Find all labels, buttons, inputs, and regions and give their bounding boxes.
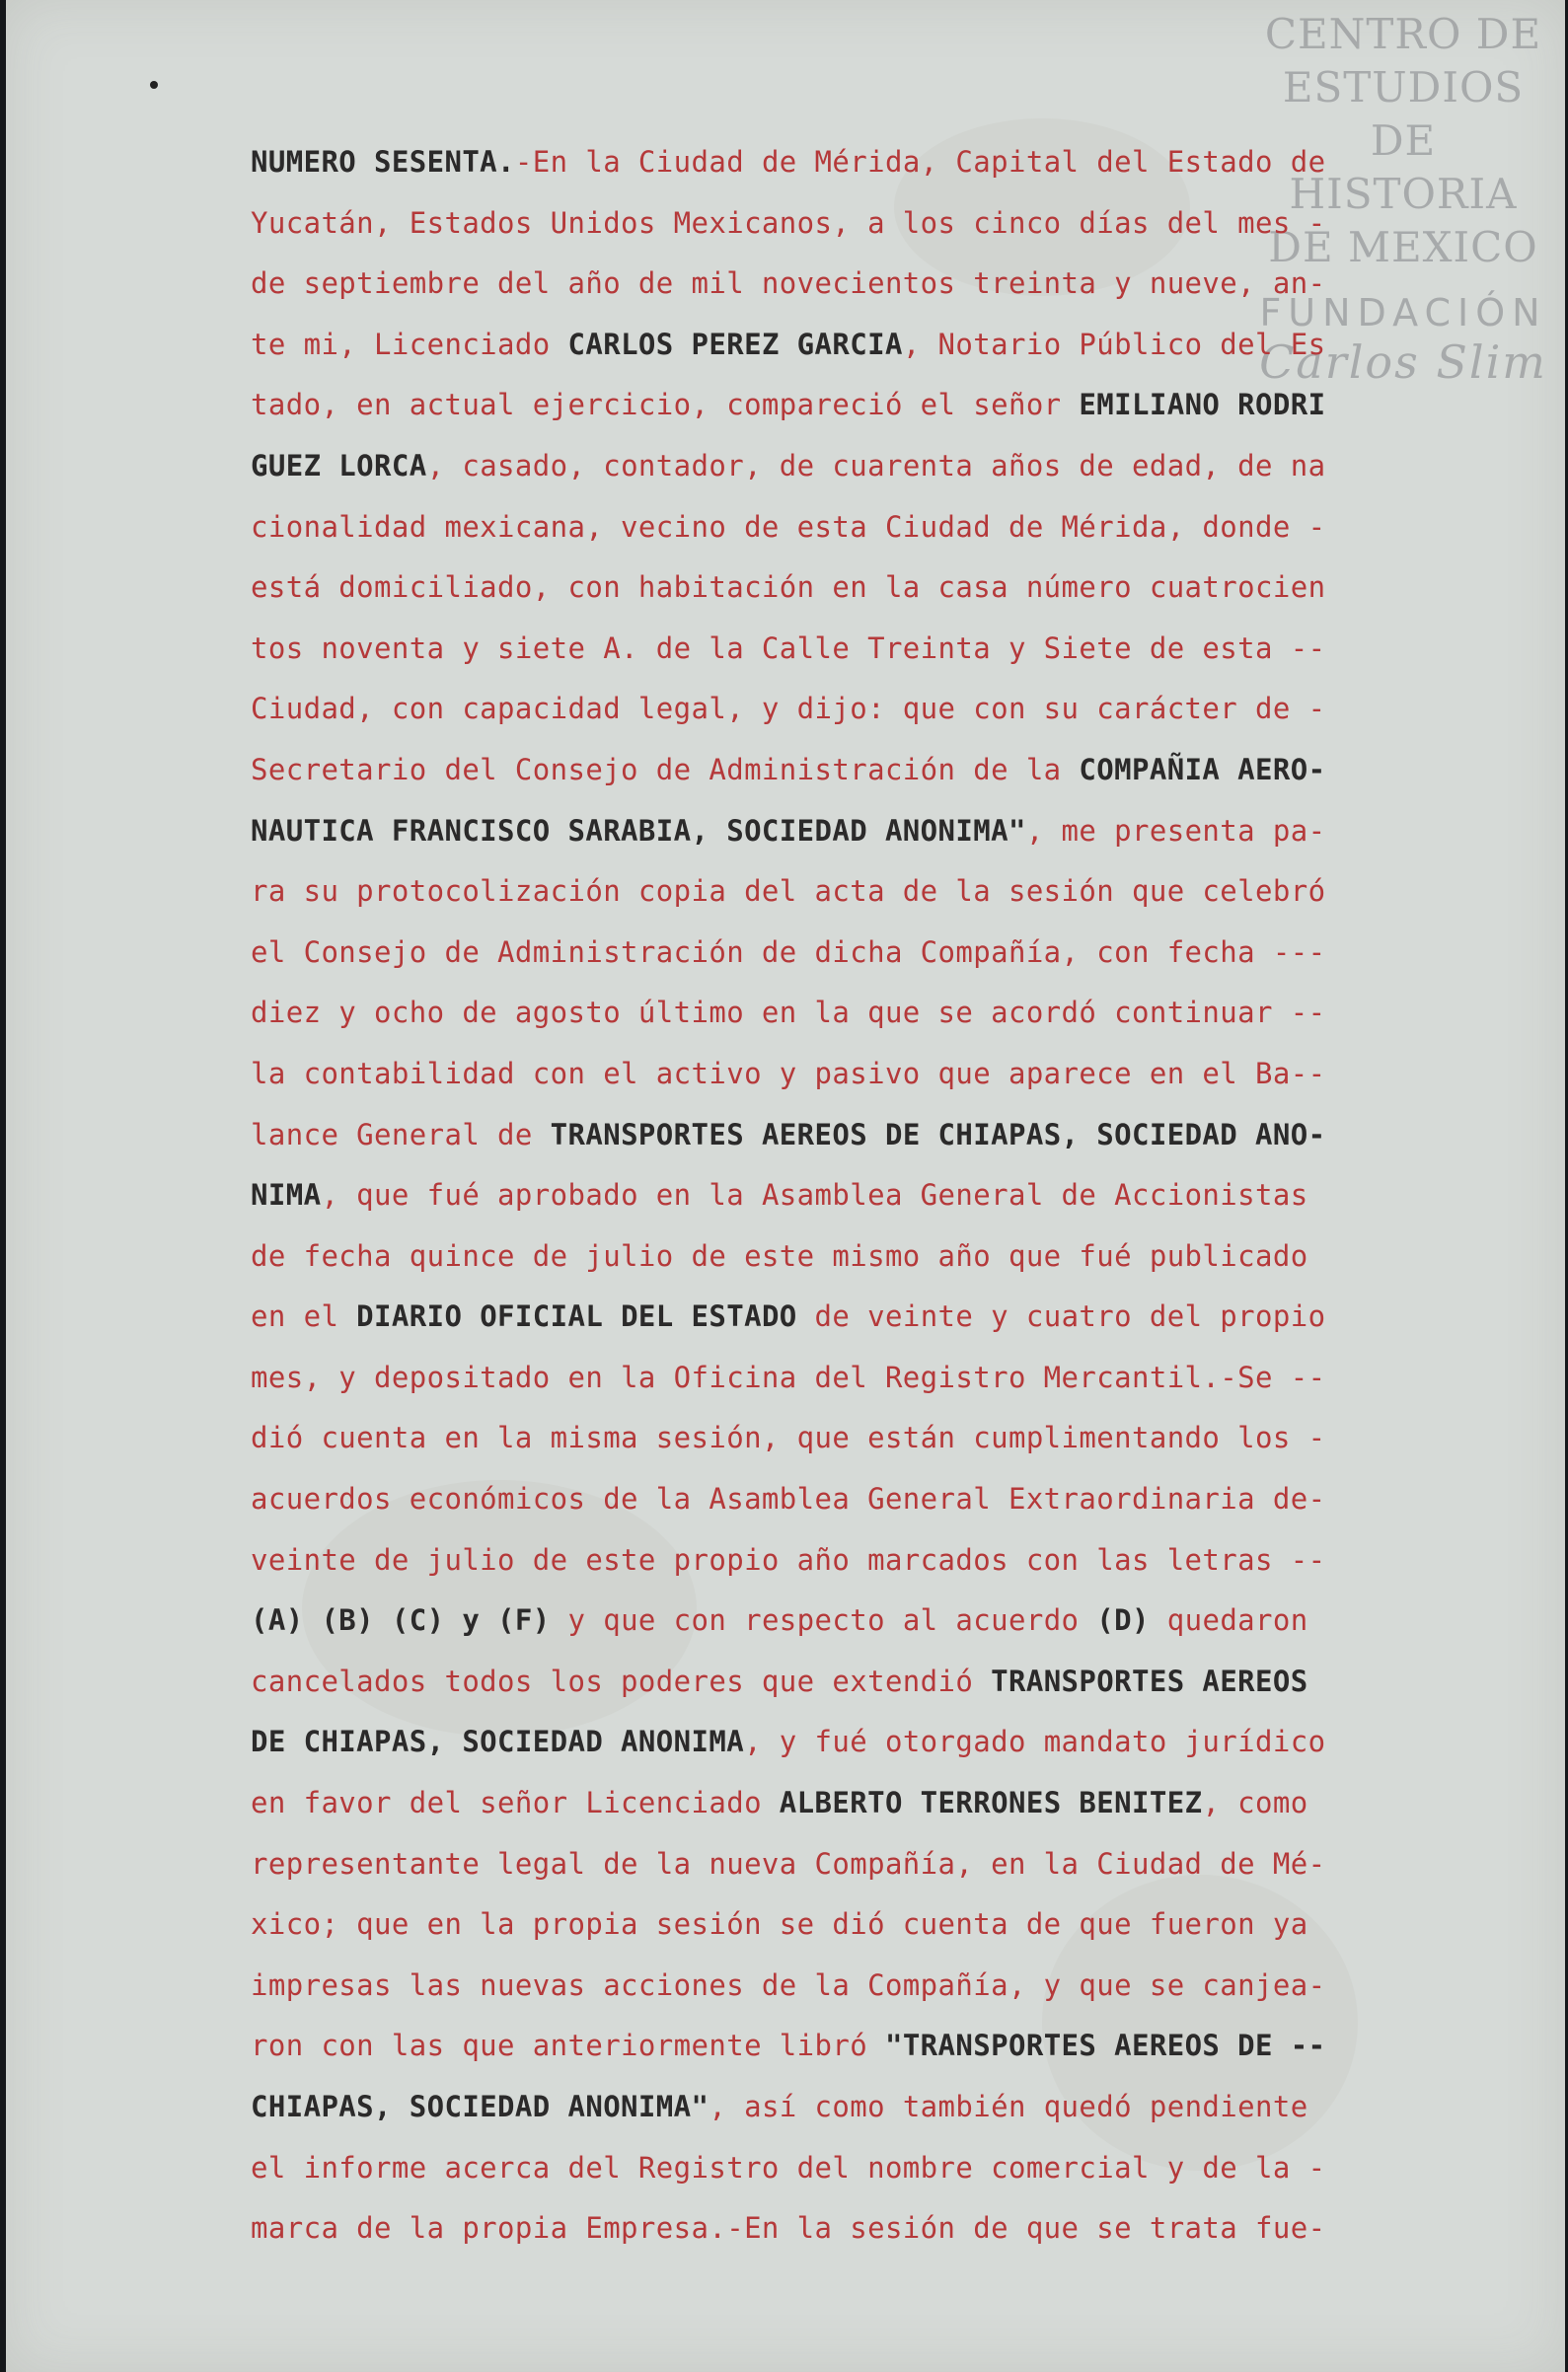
text-line [251, 1712, 1385, 1773]
typed-text-segment: , que fué aprobado en la Asamblea General de Accionistas [321, 1178, 1308, 1213]
typed-text-segment: el informe acerca del Registro del nombre comercial y de la - [251, 2150, 1326, 2185]
typed-text-segment: cionalidad mexicana, vecino de esta Ciudad de Mérida, donde - [251, 509, 1326, 544]
text-line [251, 1469, 1385, 1530]
typed-name-segment: ALBERTO TERRONES BENITEZ [779, 1786, 1203, 1820]
text-line [251, 619, 1385, 680]
typed-text-segment: quedaron [1149, 1603, 1308, 1638]
typed-name-segment: TRANSPORTES AEREOS DE CHIAPAS, SOCIEDAD ANO- [550, 1117, 1326, 1151]
text-line [251, 679, 1385, 740]
text-line [251, 1105, 1385, 1166]
text-line [251, 1591, 1385, 1652]
typed-text-segment: ron con las que anteriormente libró [251, 2029, 885, 2063]
typed-text-segment: , casado, contador, de cuarenta años de edad, de na [426, 448, 1326, 482]
text-line [251, 557, 1385, 619]
text-line [251, 740, 1385, 801]
typed-name-segment: NAUTICA FRANCISCO SARABIA, SOCIEDAD ANONIMA" [251, 813, 1026, 848]
watermark-signature: Carlos Slim [1259, 335, 1547, 389]
typed-name-segment: GUEZ LORCA [251, 448, 427, 482]
text-line [251, 375, 1385, 436]
typed-name-segment: (A) (B) (C) y (F) [251, 1603, 551, 1638]
watermark-line: DE MEXICO [1268, 223, 1538, 271]
text-line [251, 315, 1385, 376]
typed-text-segment: diez y ocho de agosto último en la que se acordó continuar -- [251, 996, 1326, 1030]
typed-text-segment: mes, y depositado en la Oficina del Registro Mercantil.-Se -- [251, 1360, 1326, 1394]
text-line [251, 1408, 1385, 1469]
text-line [251, 861, 1385, 923]
typed-text-segment: cancelados todos los poderes que extendió [251, 1664, 992, 1698]
typed-text-segment: lance General de [251, 1117, 551, 1151]
text-line [251, 254, 1385, 315]
typed-text-segment: marca de la propia Empresa.-En la sesión de que se trata fue- [251, 2211, 1326, 2246]
watermark-line: ESTUDIOS [1282, 63, 1525, 111]
text-line [251, 2198, 1385, 2260]
typed-text-segment: de septiembre del año de mil novecientos treinta y nueve, an- [251, 266, 1326, 301]
text-line [251, 497, 1385, 558]
typed-text-segment: de veinte y cuatro del propio [796, 1299, 1326, 1334]
typed-name-segment: CARLOS PEREZ GARCIA [567, 327, 903, 361]
typed-text-segment: impresas las nuevas acciones de la Compañía, y que se canjea- [251, 1967, 1326, 2002]
typed-text-segment: tos noventa y siete A. de la Calle Treinta y Siete de esta -- [251, 630, 1326, 665]
typed-text-segment: acuerdos económicos de la Asamblea General Extraordinaria de- [251, 1482, 1326, 1517]
notarial-text [251, 132, 1385, 2260]
typed-name-segment: (D) [1096, 1603, 1150, 1638]
typed-name-segment: NIMA [251, 1178, 322, 1213]
text-line [251, 132, 1385, 193]
typed-name-segment: CHIAPAS, SOCIEDAD ANONIMA" [251, 2090, 709, 2123]
typed-text-segment: en el [251, 1299, 357, 1334]
text-line [251, 1894, 1385, 1956]
typed-text-segment: en favor del señor Licenciado [251, 1786, 780, 1820]
typed-text-segment: el Consejo de Administración de dicha Compañía, con fecha --- [251, 934, 1326, 969]
typed-text-segment: está domiciliado, con habitación en la casa número cuatrocien [251, 570, 1326, 605]
text-line [251, 923, 1385, 984]
text-line [251, 801, 1385, 862]
text-line [251, 436, 1385, 497]
typed-text-segment: de fecha quince de julio de este mismo año que fué publicado [251, 1238, 1308, 1273]
text-line [251, 2138, 1385, 2199]
typed-text-segment: , y fué otorgado mandato jurídico [744, 1725, 1326, 1759]
typed-name-segment: DIARIO OFICIAL DEL ESTADO [356, 1299, 797, 1334]
text-line [251, 1834, 1385, 1895]
typed-text-segment: ra su protocolización copia del acta de la sesión que celebró [251, 874, 1326, 909]
typed-text-segment: xico; que en la propia sesión se dió cuenta de que fueron ya [251, 1907, 1308, 1942]
watermark-line: DE HISTORIA [1289, 116, 1518, 218]
text-line [251, 1165, 1385, 1226]
text-line [251, 1530, 1385, 1592]
typed-text-segment: tado, en actual ejercicio, compareció el señor [251, 388, 1080, 422]
text-line [251, 193, 1385, 255]
typed-text-segment: la contabilidad con el activo y pasivo que aparece en el Ba-- [251, 1056, 1326, 1090]
watermark-line: CENTRO DE [1264, 10, 1542, 58]
text-line [251, 983, 1385, 1044]
text-line [251, 2016, 1385, 2077]
ink-dot [150, 81, 158, 89]
typed-text-segment: Yucatán, Estados Unidos Mexicanos, a los cinco días del mes - [251, 205, 1326, 240]
text-line [251, 1044, 1385, 1105]
typed-name-segment: EMILIANO RODRI [1079, 388, 1326, 422]
text-line [251, 1287, 1385, 1348]
document-page [6, 0, 1565, 2372]
text-line [251, 1226, 1385, 1288]
typed-name-segment: NUMERO SESENTA. [251, 145, 515, 179]
typed-text-segment: Ciudad, con capacidad legal, y dijo: que con su carácter de - [251, 692, 1326, 726]
typed-text-segment: Secretario del Consejo de Administración de la [251, 752, 1080, 786]
typed-name-segment: TRANSPORTES AEREOS [991, 1664, 1308, 1698]
text-line [251, 1652, 1385, 1713]
typed-text-segment: veinte de julio de este propio año marcados con las letras -- [251, 1542, 1326, 1577]
typed-text-segment: , como [1202, 1786, 1308, 1820]
typed-text-segment: -En la Ciudad de Mérida, Capital del Estado de [514, 145, 1326, 179]
text-line [251, 1956, 1385, 2017]
typed-text-segment: y que con respecto al acuerdo [550, 1603, 1097, 1638]
typed-text-segment: , así como también quedó pendiente [709, 2090, 1308, 2123]
text-line [251, 1773, 1385, 1834]
typed-text-segment: representante legal de la nueva Compañía, en la Ciudad de Mé- [251, 1846, 1326, 1881]
text-line [251, 1348, 1385, 1409]
typed-text-segment: , Notario Público del Es [902, 327, 1326, 361]
watermark-foundation: FUNDACIÓN [1259, 291, 1547, 334]
text-line [251, 2077, 1385, 2138]
typed-name-segment: DE CHIAPAS, SOCIEDAD ANONIMA [251, 1725, 745, 1759]
typed-text-segment: te mi, Licenciado [251, 327, 568, 361]
typed-text-segment: , me presenta pa- [1025, 813, 1326, 848]
typed-text-segment: dió cuenta en la misma sesión, que están cumplimentando los - [251, 1421, 1326, 1455]
typed-name-segment: "TRANSPORTES AEREOS DE -- [884, 2029, 1326, 2063]
typed-name-segment: COMPAÑIA AERO- [1079, 752, 1326, 786]
